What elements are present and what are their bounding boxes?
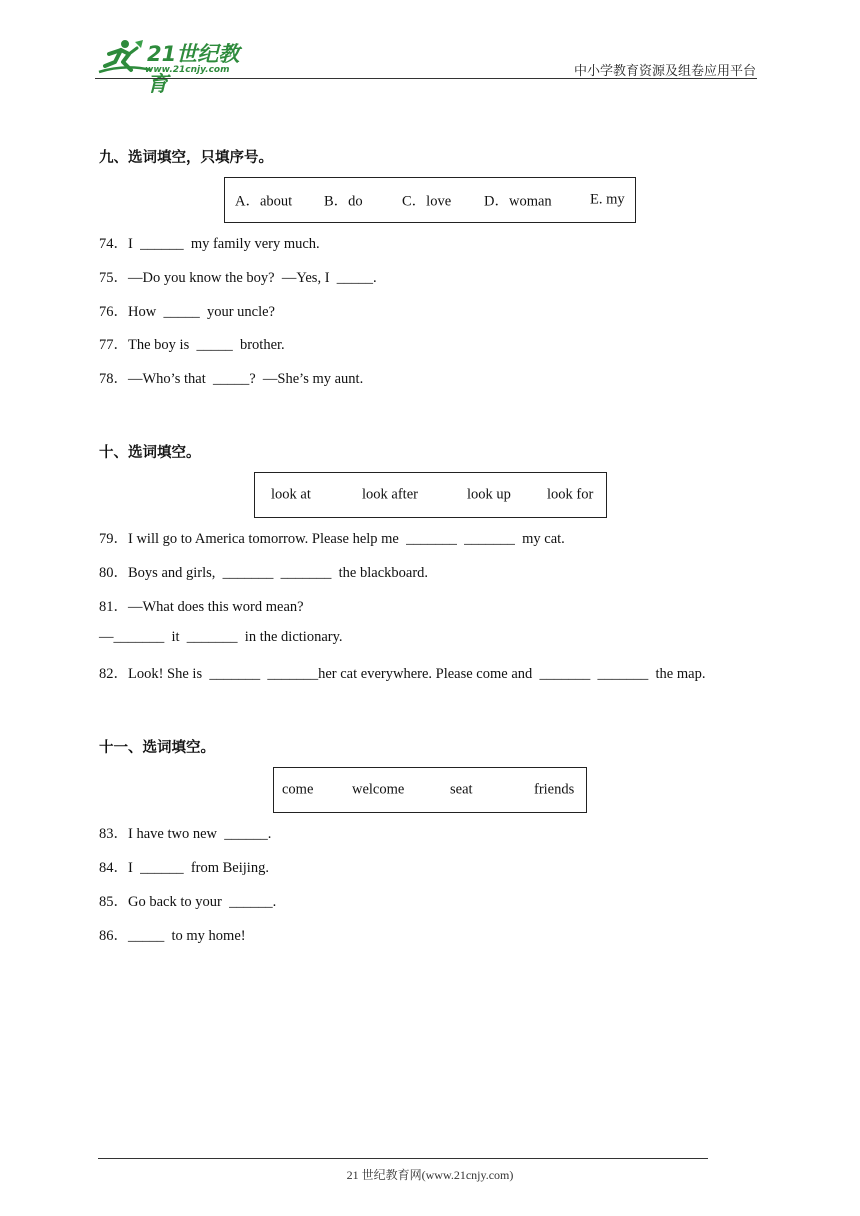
word-bank-box — [224, 177, 636, 223]
question-line: 81．—What does this word mean? — [99, 599, 304, 615]
word-bank-box — [273, 767, 587, 813]
word-option: seat — [450, 781, 473, 798]
word-option: look after — [362, 486, 418, 503]
site-logo — [95, 36, 260, 96]
word-option: E. my — [590, 191, 625, 208]
word-option: welcome — [352, 781, 405, 798]
question-line: 86．_____ to my home! — [99, 928, 246, 944]
question-line: 83．I have two new ______. — [99, 826, 272, 842]
footer-divider — [98, 1158, 708, 1159]
question-line: 79．I will go to America tomorrow. Please help me _______ _______ my cat. — [99, 531, 565, 547]
word-option: come — [282, 781, 314, 798]
question-line: 77．The boy is _____ brother. — [99, 337, 285, 353]
header-divider — [95, 78, 757, 79]
question-line: 75．—Do you know the boy? —Yes, I _____. — [99, 270, 377, 286]
footer-text: 21 世纪教育网(www.21cnjy.com) — [346, 1168, 514, 1182]
section-title: 十、选词填空。 — [99, 445, 201, 461]
section-title: 十一、选词填空。 — [99, 740, 215, 756]
logo-url: www.21cnjy.com — [145, 65, 230, 75]
logo-text: 21世纪教育 — [147, 42, 240, 96]
word-option: D．woman — [484, 193, 552, 210]
header-platform-text: 中小学教育资源及组卷应用平台 — [573, 64, 756, 79]
question-line: 78．—Who’s that _____? —She’s my aunt. — [99, 371, 364, 387]
word-option: look for — [547, 486, 594, 503]
word-option: friends — [534, 781, 575, 798]
word-option: B．do — [324, 193, 363, 210]
word-option: C．love — [402, 193, 452, 210]
word-option: look up — [467, 486, 511, 503]
question-line: 84．I ______ from Beijing. — [99, 860, 269, 876]
section-title: 九、选词填空，只填序号。 — [99, 150, 273, 166]
question-line: 85．Go back to your ______. — [99, 894, 277, 910]
question-line: 76．How _____ your uncle? — [99, 304, 275, 320]
word-bank-box — [254, 472, 607, 518]
word-option: A．about — [235, 193, 293, 210]
question-line: 82．Look! She is _______ _______her cat everywhere. Please come and _______ _______ the map. — [99, 666, 706, 682]
question-line: —_______ it _______ in the dictionary. — [99, 629, 343, 645]
question-line: 74．I ______ my family very much. — [99, 236, 320, 252]
word-option: look at — [271, 486, 311, 503]
question-line: 80．Boys and girls, _______ _______ the blackboard. — [99, 565, 429, 581]
